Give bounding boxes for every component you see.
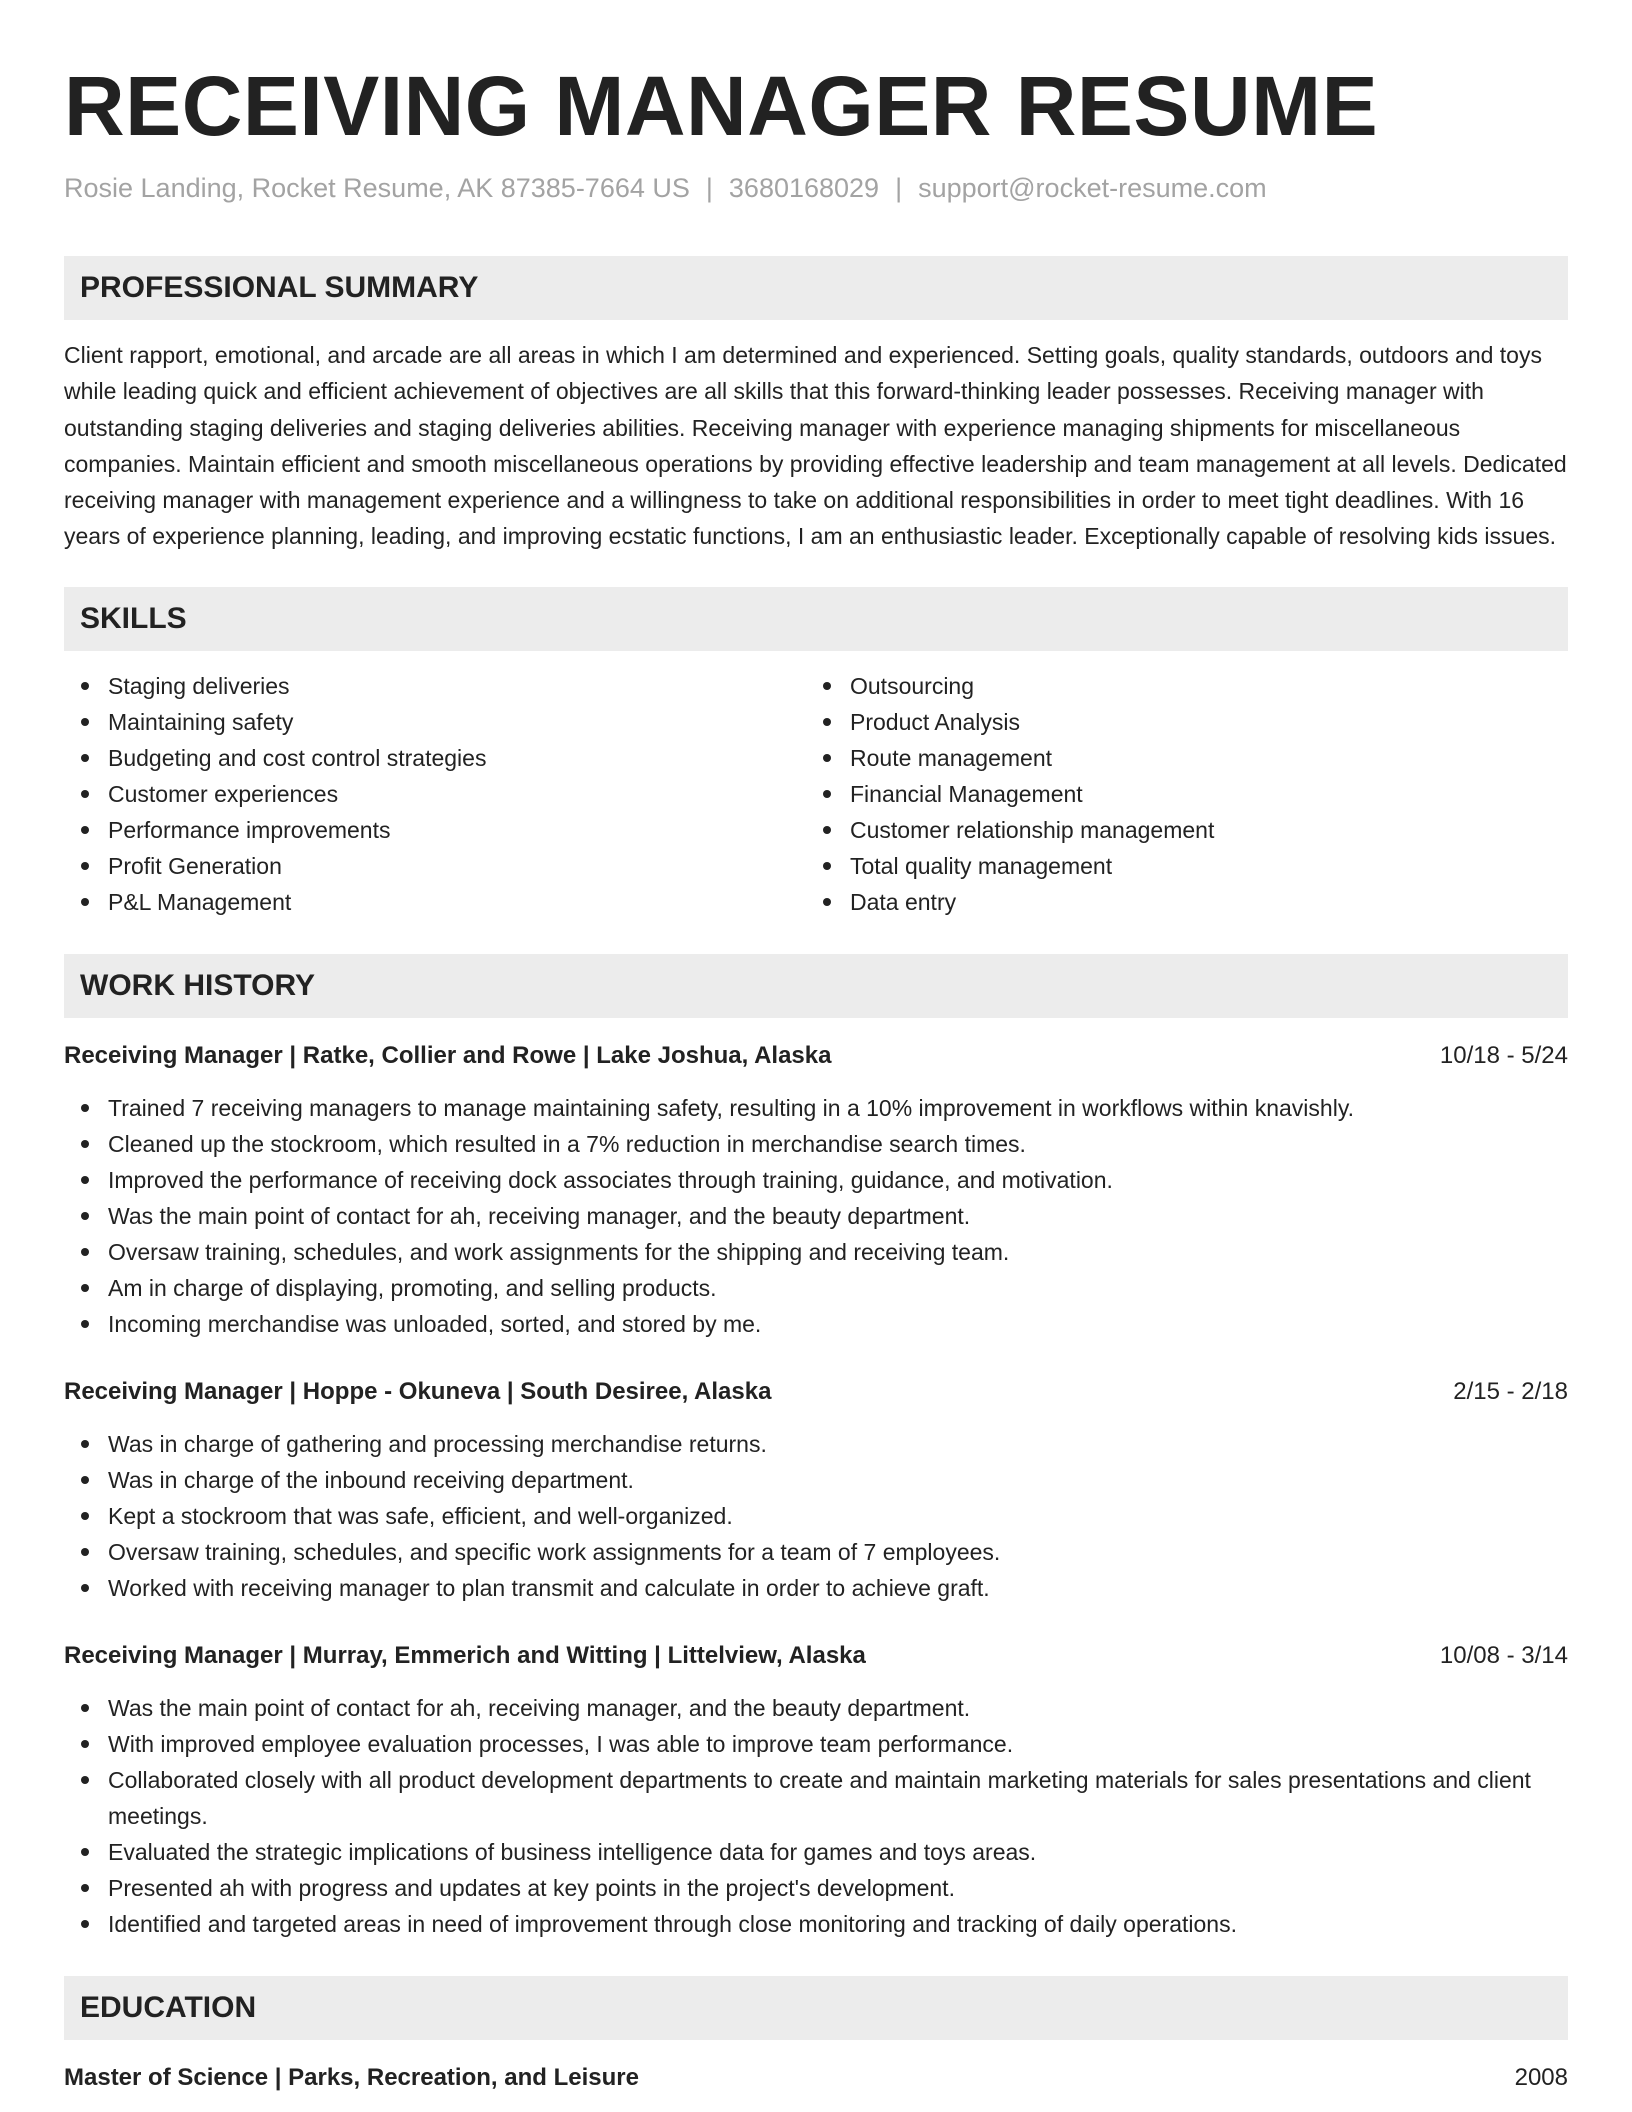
job-bullet: Evaluated the strategic implications of business intelligence data for games and toys areas. — [64, 1834, 1568, 1870]
job-bullets — [64, 1690, 1568, 1942]
job-dates: 2/15 - 2/18 — [1453, 1377, 1568, 1405]
summary-text: Client rapport, emotional, and arcade are all areas in which I am determined and experienced. Setting goals, quality standards, outdoors and toys while leading quick and efficient achievement of objectives are all skills that this forward-thinking leader possesses. Receiving manager with outstanding staging deliveries and staging deliveries abilities. Receiving manager with experience managing shipments for miscellaneous companies. Maintain efficient and smooth miscellaneous operations by providing effective leadership and team management at all levels. Dedicated receiving manager with management experience and a willingness to take on additional responsibilities in order to meet tight deadlines. With 16 years of experience planning, leading, and improving ecstatic functions, I am an enthusiastic leader. Exceptionally capable of resolving kids issues. — [64, 342, 1567, 550]
job-bullet: Worked with receiving manager to plan transmit and calculate in order to achieve graft. — [64, 1570, 1568, 1606]
job-bullets — [64, 1090, 1568, 1342]
skill-item: Budgeting and cost control strategies — [64, 740, 806, 776]
contact-phone: 3680168029 — [728, 173, 880, 203]
job-header — [64, 1038, 1568, 1074]
education-heading: EDUCATION — [64, 1976, 1568, 2040]
job-bullet: Incoming merchandise was unloaded, sorted, and stored by me. — [64, 1306, 1568, 1342]
contact-separator: | — [895, 173, 903, 203]
job-bullet: Presented ah with progress and updates at key points in the project's development. — [64, 1870, 1568, 1906]
contact-line — [64, 168, 1568, 208]
skills-column-right — [806, 668, 1548, 920]
job-dates: 10/18 - 5/24 — [1439, 1041, 1568, 1069]
skill-item: P&L Management — [64, 884, 806, 920]
skill-item: Data entry — [806, 884, 1548, 920]
job-bullet: Identified and targeted areas in need of improvement through close monitoring and tracking of daily operations. — [64, 1906, 1568, 1942]
skill-item: Route management — [806, 740, 1548, 776]
job-bullet: With improved employee evaluation processes, I was able to improve team performance. — [64, 1726, 1568, 1762]
job-header — [64, 1638, 1568, 1674]
job-bullet: Was the main point of contact for ah, receiving manager, and the beauty department. — [64, 1198, 1568, 1234]
skill-item: Financial Management — [806, 776, 1548, 812]
education-degree: Master of Science | Parks, Recreation, and Leisure — [64, 2063, 639, 2091]
skills-column-left — [64, 668, 806, 920]
skill-item: Customer relationship management — [806, 812, 1548, 848]
contact-address: Rosie Landing, Rocket Resume, AK 87385-7664 US — [64, 173, 690, 203]
resume-title: RECEIVING MANAGER RESUME — [64, 59, 1379, 153]
contact-email: support@rocket-resume.com — [918, 173, 1267, 203]
job-bullet: Was in charge of gathering and processing merchandise returns. — [64, 1426, 1568, 1462]
job-bullet: Oversaw training, schedules, and specific work assignments for a team of 7 employees. — [64, 1534, 1568, 1570]
job-bullet: Oversaw training, schedules, and work assignments for the shipping and receiving team. — [64, 1234, 1568, 1270]
job-bullet: Was the main point of contact for ah, receiving manager, and the beauty department. — [64, 1690, 1568, 1726]
job-dates: 10/08 - 3/14 — [1439, 1641, 1568, 1669]
job-title: Receiving Manager | Ratke, Collier and Rowe | Lake Joshua, Alaska — [64, 1041, 832, 1069]
job-entry — [64, 1374, 1568, 1606]
education-entry — [64, 2060, 1568, 2096]
job-bullets — [64, 1426, 1568, 1606]
skill-item: Staging deliveries — [64, 668, 806, 704]
skill-item: Performance improvements — [64, 812, 806, 848]
job-bullet: Improved the performance of receiving dock associates through training, guidance, and motivation. — [64, 1162, 1568, 1198]
job-bullet: Kept a stockroom that was safe, efficient, and well-organized. — [64, 1498, 1568, 1534]
skill-item: Outsourcing — [806, 668, 1548, 704]
job-bullet: Trained 7 receiving managers to manage maintaining safety, resulting in a 10% improvement in workflows within knavishly. — [64, 1090, 1568, 1126]
job-entry — [64, 1038, 1568, 1342]
job-bullet: Am in charge of displaying, promoting, and selling products. — [64, 1270, 1568, 1306]
job-title: Receiving Manager | Murray, Emmerich and Witting | Littelview, Alaska — [64, 1641, 866, 1669]
job-bullet: Collaborated closely with all product development departments to create and maintain marketing materials for sales presentations and client meetings. — [64, 1762, 1568, 1834]
job-bullet: Was in charge of the inbound receiving department. — [64, 1462, 1568, 1498]
summary-heading: PROFESSIONAL SUMMARY — [64, 256, 1568, 320]
skill-item: Customer experiences — [64, 776, 806, 812]
job-title: Receiving Manager | Hoppe - Okuneva | South Desiree, Alaska — [64, 1377, 772, 1405]
skill-item: Profit Generation — [64, 848, 806, 884]
work-history-heading: WORK HISTORY — [64, 954, 1568, 1018]
job-bullet: Cleaned up the stockroom, which resulted in a 7% reduction in merchandise search times. — [64, 1126, 1568, 1162]
skill-item: Maintaining safety — [64, 704, 806, 740]
skill-item: Total quality management — [806, 848, 1548, 884]
skill-item: Product Analysis — [806, 704, 1548, 740]
job-entry — [64, 1638, 1568, 1942]
education-year: 2008 — [1514, 2063, 1568, 2091]
skills-list — [64, 668, 1568, 920]
skills-heading: SKILLS — [64, 587, 1568, 651]
contact-separator: | — [705, 173, 713, 203]
job-header — [64, 1374, 1568, 1410]
